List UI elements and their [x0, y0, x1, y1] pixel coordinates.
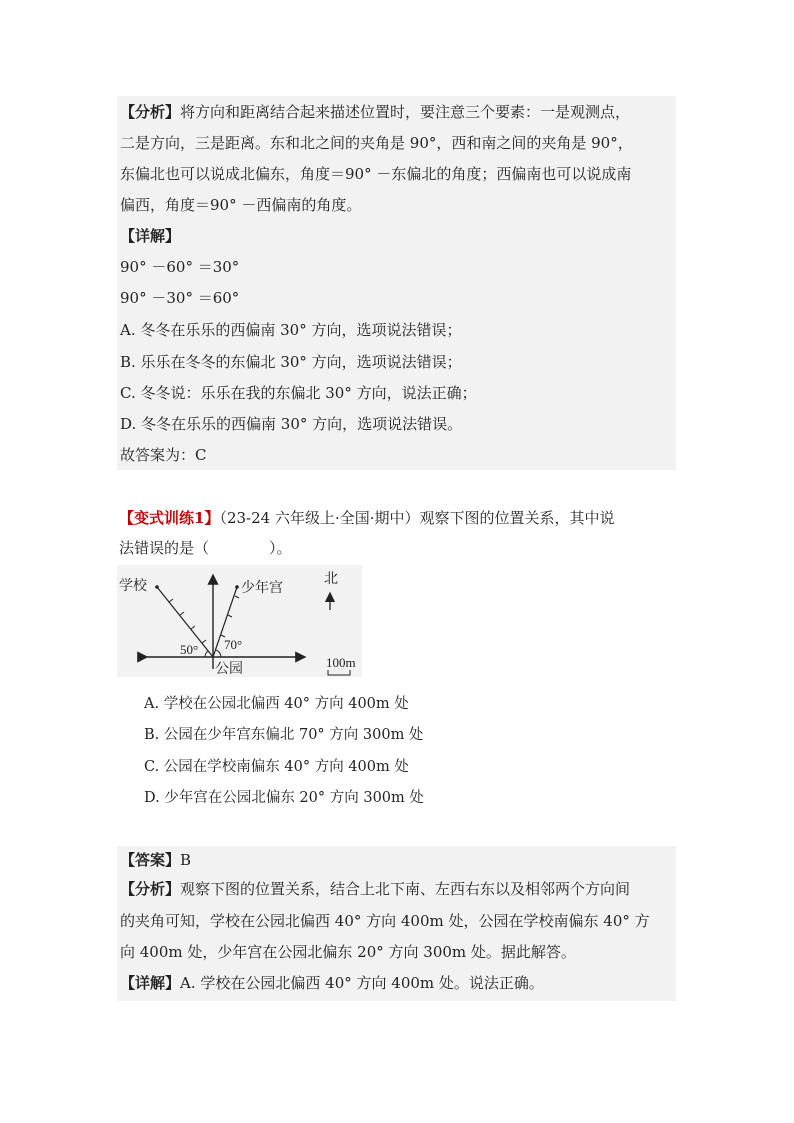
answer-key: 【答案】B	[120, 851, 192, 869]
palace-point	[235, 585, 239, 589]
option-c: C. 公园在学校南偏东 40° 方向 400m 处	[144, 759, 409, 775]
position-diagram	[117, 565, 362, 677]
section-heading: 【分析】	[120, 880, 181, 898]
school-point	[155, 585, 159, 589]
section-heading: 【详解】	[120, 227, 181, 245]
detail-heading	[120, 226, 180, 246]
calc-line-2: 90° －30° ＝60°	[120, 289, 240, 307]
angle-label-left: 50°	[180, 642, 199, 657]
angle-label-right: 70°	[224, 637, 243, 652]
detail-b: B. 乐乐在冬冬的东偏北 30° 方向，选项说法错误；	[120, 353, 462, 371]
question-text: （23-24 六年级上·全国·期中）观察下图的位置关系，其中说	[219, 509, 615, 527]
detail-a: A. 冬冬在乐乐的西偏南 30° 方向，选项说法错误；	[120, 321, 462, 339]
north-label: 北	[324, 572, 338, 587]
calc-line-1: 90° －60° ＝30°	[120, 258, 240, 276]
scale-label: 100m	[326, 655, 356, 670]
answer-block	[117, 846, 676, 1001]
answer-analysis-3: 向 400m 处，少年宫在公园北偏东 20° 方向 300m 处。据此解答。	[120, 943, 576, 961]
diagram-svg	[117, 565, 362, 677]
question-line-1	[119, 507, 615, 529]
section-heading: 【答案】	[120, 851, 181, 869]
school-ticks	[169, 599, 206, 643]
answer-analysis-2: 的夹角可知，学校在公园北偏西 40° 方向 400m 处，公园在学校南偏东 40° 方	[120, 912, 650, 930]
angle-arc-right	[216, 650, 221, 657]
detail-c: C. 冬冬说：乐乐在我的东偏北 30° 方向，说法正确；	[120, 384, 477, 402]
analysis-line-3: 东偏北也可以说成北偏东，角度＝90° －东偏北的角度；西偏南也可以说成南	[120, 165, 632, 183]
detail-d: D. 冬冬在乐乐的西偏南 30° 方向，选项说法错误。	[120, 415, 463, 433]
answer-analysis-1: 【分析】观察下图的位置关系，结合上北下南、左西右东以及相邻两个方向间	[120, 880, 631, 898]
question-line-2: 法错误的是（ ）。	[119, 539, 292, 557]
option-d: D. 少年宫在公园北偏东 20° 方向 300m 处	[144, 790, 424, 806]
section-heading: 【详解】	[120, 974, 181, 992]
analysis-line-2: 二是方向，三是距离。东和北之间的夹角是 90°，西和南之间的夹角是 90°，	[120, 134, 633, 152]
angle-arc-left	[205, 651, 208, 657]
analysis-line-4: 偏西，角度＝90° －西偏南的角度。	[120, 196, 362, 214]
park-label: 公园	[215, 662, 243, 677]
palace-ticks	[221, 596, 239, 637]
school-label: 学校	[119, 579, 147, 594]
option-a: A. 学校在公园北偏西 40° 方向 400m 处	[144, 696, 409, 712]
variant-tag: 【变式训练1】	[119, 509, 220, 527]
section-heading: 【分析】	[120, 103, 181, 121]
analysis-block	[117, 96, 676, 470]
palace-label: 少年宫	[241, 581, 283, 596]
analysis-line-1: 【分析】将方向和距离结合起来描述位置时，要注意三个要素：一是观测点，	[120, 103, 631, 121]
scale-bar	[328, 670, 350, 675]
option-b: B. 公园在少年宫东偏北 70° 方向 300m 处	[144, 727, 424, 743]
answer-line: 故答案为：C	[120, 446, 207, 464]
answer-detail: 【详解】A. 学校在公园北偏西 40° 方向 400m 处。说法正确。	[120, 974, 544, 992]
